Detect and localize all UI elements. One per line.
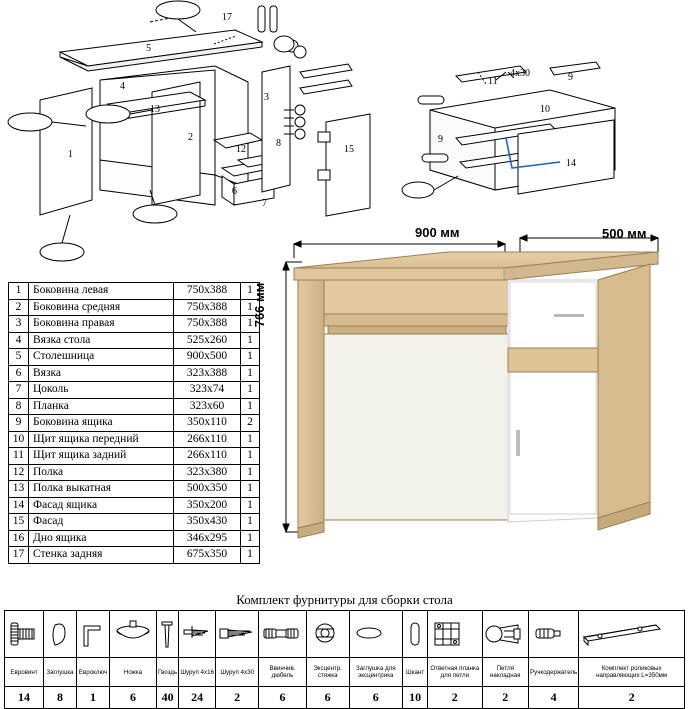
hw-count: 8	[44, 687, 77, 709]
dim-width-label: 900 мм	[415, 225, 460, 240]
callout-14: 14	[566, 158, 576, 169]
exploded-drawer-right	[400, 50, 645, 220]
callout-17: 17	[222, 12, 232, 23]
callout-6: 6	[232, 186, 237, 197]
callout-15: 15	[344, 144, 354, 155]
hw-count: 6	[306, 687, 349, 709]
hw-icon-hinge-plate	[428, 611, 482, 658]
table-row: 3 Боковина правая 750х388 1	[9, 316, 260, 333]
hw-icon-knob	[528, 611, 578, 658]
hw-count: 40	[157, 687, 179, 709]
hw-icon-eccentric-cap	[349, 611, 403, 658]
hw-icon-roller-slides	[579, 611, 685, 658]
table-row: 14 Фасад ящика 350х200 1	[9, 497, 260, 514]
desk-3d-render	[258, 222, 689, 570]
hw-count: 1	[77, 687, 110, 709]
hw-count: 2	[216, 687, 259, 709]
hw-icon-eccentric-tie	[306, 611, 349, 658]
hw-label: Заглушка	[44, 658, 77, 687]
hw-icon-screw-in-dowel	[259, 611, 307, 658]
table-row: 13 Полка выкатная 500х350 1	[9, 481, 260, 498]
callout-1: 1	[68, 149, 73, 160]
callout-2: 2	[188, 132, 193, 143]
hw-label: Заглушка для эксцентрика	[349, 658, 403, 687]
table-row: 1 Боковина левая 750х388 1	[9, 283, 260, 300]
table-row: 16 Дно ящика 346х295 1	[9, 530, 260, 547]
table-row: 15 Фасад 350х430 1	[9, 514, 260, 531]
table-row: 8 Планка 323х60 1	[9, 398, 260, 415]
callout-12: 12	[236, 144, 246, 155]
hw-label: Шкант	[403, 658, 428, 687]
callout-9-top: 9	[568, 72, 573, 83]
hw-count: 6	[259, 687, 307, 709]
hw-label: Гвоздь	[157, 658, 179, 687]
hw-label: Евроключ	[77, 658, 110, 687]
parts-table	[8, 282, 260, 564]
table-row: 11 Щит ящика задний 266х110 1	[9, 448, 260, 465]
hw-icon-euro-key	[77, 611, 110, 658]
hardware-kit-title: Комплект фурнитуры для сборки стола	[236, 592, 453, 607]
hw-icon-screw-4x30	[216, 611, 259, 658]
callout-7: 7	[262, 198, 267, 209]
table-row: 6 Вязка 323х388 1	[9, 365, 260, 382]
hardware-table	[4, 610, 685, 709]
hw-label: Шуруп 4х30	[216, 658, 259, 687]
hw-label: Евровинт	[5, 658, 44, 687]
hw-label: Ручкодержатель	[528, 658, 578, 687]
callout-8: 8	[276, 138, 281, 149]
table-row: 17 Стенка задняя 675х350 1	[9, 547, 260, 564]
dim-height-label: 766 мм	[252, 282, 267, 328]
table-row: 10 Щит ящика передний 266х110 1	[9, 431, 260, 448]
table-row: 5 Столешница 900х500 1	[9, 349, 260, 366]
hw-label: Ввинчив. дюбель	[259, 658, 307, 687]
hw-count: 4	[528, 687, 578, 709]
hw-label: Шуруп 4х16	[179, 658, 216, 687]
hw-icon-dowel	[403, 611, 428, 658]
table-row: 12 Полка 323х380 1	[9, 464, 260, 481]
hw-icon-cap-plug	[44, 611, 77, 658]
hw-count: 6	[349, 687, 403, 709]
hw-icon-hinge	[482, 611, 528, 658]
callout-3: 3	[264, 92, 269, 103]
hw-count: 2	[428, 687, 482, 709]
hw-count: 2	[482, 687, 528, 709]
hw-label: Ответная планка для петли	[428, 658, 482, 687]
callout-5: 5	[146, 43, 151, 54]
hw-count: 6	[110, 687, 157, 709]
hw-label: Комплект роликовых направляющих L=350мм	[579, 658, 685, 687]
callout-10: 10	[540, 104, 550, 115]
callout-4x30: 4х30	[510, 68, 530, 79]
hw-count: 24	[179, 687, 216, 709]
hw-icon-nail	[157, 611, 179, 658]
hw-label: Ножка	[110, 658, 157, 687]
hw-icon-euro-screw	[5, 611, 44, 658]
hw-icon-screw-4x16	[179, 611, 216, 658]
callout-13: 13	[150, 104, 160, 115]
hw-count: 10	[403, 687, 428, 709]
dim-depth-label: 500 мм	[602, 226, 647, 241]
table-row: 7 Цоколь 323х74 1	[9, 382, 260, 399]
table-row: 2 Боковина средняя 750х388 1	[9, 299, 260, 316]
callout-11: 11	[488, 76, 498, 87]
hw-count: 2	[579, 687, 685, 709]
table-row: 9 Боковина ящика 350х110 2	[9, 415, 260, 432]
hw-label: Петля накладная	[482, 658, 528, 687]
table-row: 4 Вязка стола 525х260 1	[9, 332, 260, 349]
hw-label: Эксцентр. стяжка	[306, 658, 349, 687]
callout-9-left: 9	[438, 134, 443, 145]
hw-count: 14	[5, 687, 44, 709]
hw-icon-leg	[110, 611, 157, 658]
callout-4: 4	[120, 81, 125, 92]
